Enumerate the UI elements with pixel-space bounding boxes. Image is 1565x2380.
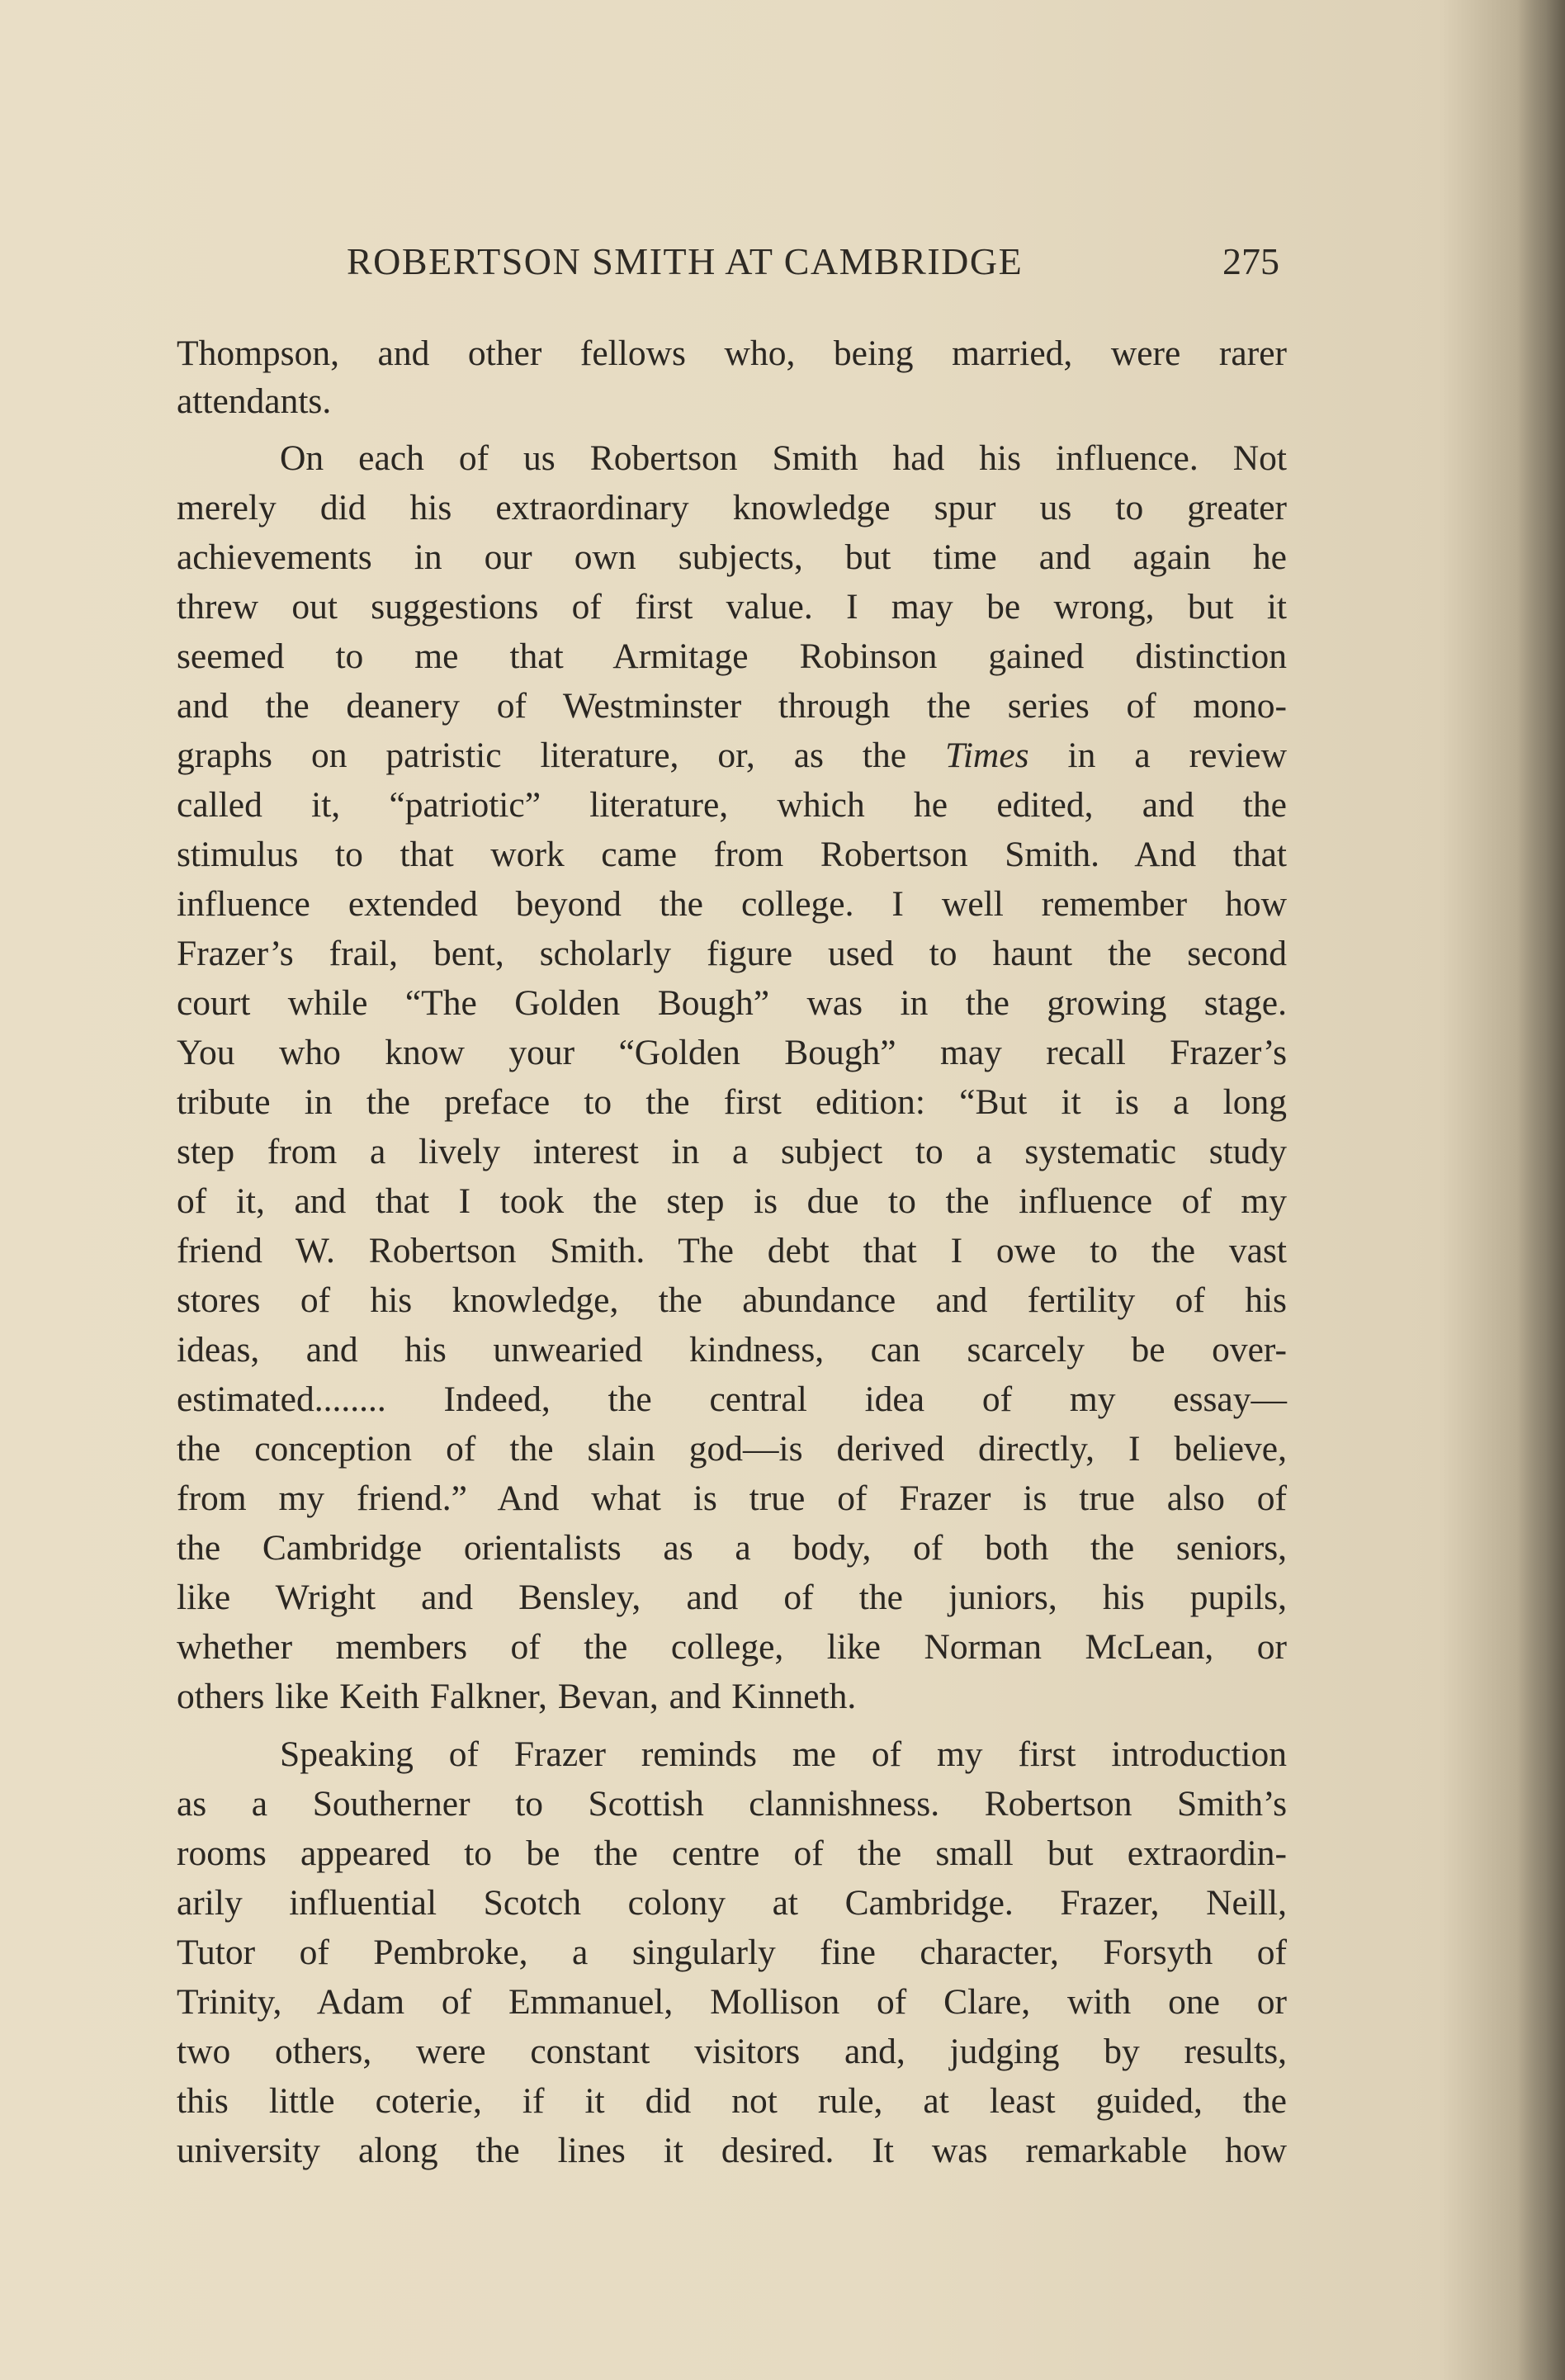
text-line: arily influential Scotch colony at Cambridge. Frazer, Neill, [177, 1883, 1287, 1923]
text-line: called it, “patriotic” literature, which he edited, and the [177, 785, 1287, 825]
text-line: two others, were constant visitors and, judging by results, [177, 2032, 1287, 2071]
text-line: influence extended beyond the college. I well remember how [177, 884, 1287, 924]
text-line: rooms appeared to be the centre of the small but extraordin- [177, 1833, 1287, 1873]
running-title: ROBERTSON SMITH AT CAMBRIDGE [347, 240, 1024, 282]
text-line: of it, and that I took the step is due to the influence of my [177, 1181, 1287, 1221]
text-segment: graphs on patristic literature, or, as the [177, 736, 946, 775]
text-line: tribute in the preface to the first edition: “But it is a long [177, 1082, 1287, 1122]
text-line: merely did his extraordinary knowledge spur us to greater [177, 488, 1287, 528]
text-line: You who know your “Golden Bough” may recall Frazer’s [177, 1033, 1287, 1072]
text-line: Trinity, Adam of Emmanuel, Mollison of Clare, with one or [177, 1982, 1287, 2022]
text-line: court while “The Golden Bough” was in the growing stage. [177, 983, 1287, 1023]
text-line: On each of us Robertson Smith had his influence. Not [280, 438, 1287, 478]
text-line: and the deanery of Westminster through the series of mono- [177, 686, 1287, 726]
text-line: threw out suggestions of first value. I may be wrong, but it [177, 587, 1287, 627]
text-line: stores of his knowledge, the abundance and fertility of his [177, 1280, 1287, 1320]
text-line: step from a lively interest in a subject to a systematic study [177, 1132, 1287, 1171]
text-line: seemed to me that Armitage Robinson gained distinction [177, 636, 1287, 676]
text-line: estimated........ Indeed, the central idea of my essay— [177, 1379, 1287, 1419]
page-number: 275 [1222, 240, 1279, 282]
text-line [177, 731, 1287, 780]
text-line: the conception of the slain god—is derived directly, I believe, [177, 1429, 1287, 1469]
running-head [330, 239, 1279, 297]
text-line: others like Keith Falkner, Bevan, and Kinneth. [177, 1677, 857, 1716]
text-line: university along the lines it desired. It was remarkable how [177, 2131, 1287, 2170]
text-segment: in a review [1028, 736, 1288, 775]
text-line: attendants. [177, 381, 332, 421]
page-edge-shadow [1517, 0, 1565, 2380]
text-line: like Wright and Bensley, and of the juniors, his pupils, [177, 1578, 1287, 1617]
text-line: this little coterie, if it did not rule, at least guided, the [177, 2081, 1287, 2121]
text-line: from my friend.” And what is true of Frazer is true also of [177, 1479, 1287, 1518]
text-line: whether members of the college, like Norman McLean, or [177, 1627, 1287, 1667]
text-line: achievements in our own subjects, but time and again he [177, 537, 1287, 577]
text-line: stimulus to that work came from Robertson Smith. And that [177, 835, 1287, 874]
text-line: friend W. Robertson Smith. The debt that I owe to the vast [177, 1231, 1287, 1270]
body-text [177, 329, 1287, 2293]
text-line: as a Southerner to Scottish clannishness. Robertson Smith’s [177, 1784, 1287, 1824]
text-line: Speaking of Frazer reminds me of my first introduction [280, 1734, 1287, 1774]
text-line: Thompson, and other fellows who, being married, were rarer [177, 334, 1287, 373]
text-line: Tutor of Pembroke, a singularly fine character, Forsyth of [177, 1933, 1287, 1972]
italic-title: Times [945, 736, 1029, 775]
text-line: ideas, and his unwearied kindness, can scarcely be over- [177, 1330, 1287, 1370]
text-line: Frazer’s frail, bent, scholarly figure used to haunt the second [177, 934, 1287, 973]
text-line: the Cambridge orientalists as a body, of both the seniors, [177, 1528, 1287, 1568]
